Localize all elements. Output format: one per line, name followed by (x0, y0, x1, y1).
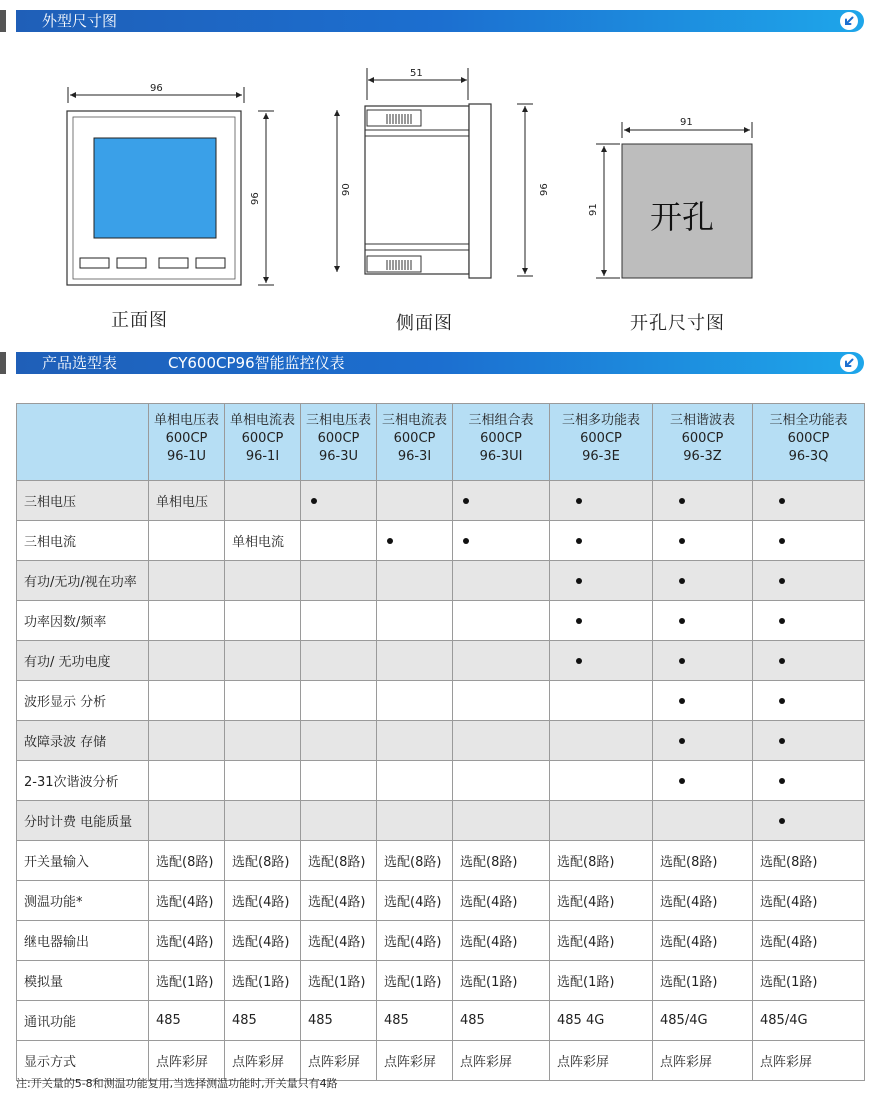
header-name: 三相电压表 (305, 413, 371, 428)
table-cell: 选配(4路) (301, 881, 377, 921)
table-cell (453, 561, 550, 601)
cutout-label: 开孔 (650, 198, 715, 236)
table-cell (453, 521, 550, 561)
table-cell: 选配(4路) (653, 921, 753, 961)
table-cell (653, 521, 753, 561)
table-cell: 485 (301, 1001, 377, 1041)
row-label: 三相电流 (17, 521, 149, 561)
bullet-dot-icon (679, 578, 685, 584)
table-cell (225, 561, 301, 601)
table-cell (301, 481, 377, 521)
bullet-dot-icon (679, 498, 685, 504)
section-subtitle: CY600CP96智能监控仪表 (168, 354, 345, 372)
bullet-dot-icon (679, 738, 685, 744)
arrow-down-left-icon[interactable] (840, 354, 858, 372)
table-cell: 485 (225, 1001, 301, 1041)
front-view-diagram (60, 75, 280, 290)
table-cell: 选配(8路) (225, 841, 301, 881)
table-cell: 点阵彩屏 (753, 1041, 865, 1081)
table-cell: 点阵彩屏 (377, 1041, 453, 1081)
bullet-dot-icon (576, 538, 582, 544)
table-cell: 选配(4路) (149, 881, 225, 921)
table-cell (753, 681, 865, 721)
cutout-caption: 开孔尺寸图 (630, 313, 725, 334)
bullet-dot-icon (311, 498, 317, 504)
header-model1: 600CP (480, 431, 522, 446)
table-cell: 485 (453, 1001, 550, 1041)
table-cell (301, 601, 377, 641)
header-model1: 600CP (165, 431, 208, 446)
bullet-dot-icon (779, 538, 785, 544)
table-cell: 选配(4路) (550, 881, 653, 921)
table-cell (550, 561, 653, 601)
table-row (17, 961, 865, 1001)
table-row (17, 561, 865, 601)
section-header-dimensions (16, 10, 864, 32)
table-cell (225, 601, 301, 641)
bullet-dot-icon (576, 618, 582, 624)
bullet-dot-icon (779, 658, 785, 664)
section-header-selection (16, 352, 864, 374)
table-cell: 选配(1路) (149, 961, 225, 1001)
table-header-cell (753, 404, 865, 481)
table-cell: 单相电流 (225, 521, 301, 561)
table-row (17, 1001, 865, 1041)
table-cell (149, 681, 225, 721)
table-row (17, 721, 865, 761)
table-cell (225, 801, 301, 841)
table-cell (753, 801, 865, 841)
table-cell: 选配(4路) (550, 921, 653, 961)
table-cell (653, 561, 753, 601)
table-cell: 选配(4路) (453, 881, 550, 921)
bullet-dot-icon (679, 618, 685, 624)
table-cell: 选配(4路) (453, 921, 550, 961)
table-cell (550, 521, 653, 561)
header-model2: 96-3I (397, 449, 432, 464)
row-label: 开关量输入 (17, 841, 149, 881)
bullet-dot-icon (779, 778, 785, 784)
table-cell (377, 721, 453, 761)
header-model2: 96-3Z (683, 449, 722, 464)
table-cell: 选配(4路) (753, 921, 865, 961)
table-cell (653, 681, 753, 721)
bullet-dot-icon (779, 498, 785, 504)
table-row (17, 761, 865, 801)
table-cell: 485 (149, 1001, 225, 1041)
table-cell (149, 601, 225, 641)
table-cell: 选配(4路) (753, 881, 865, 921)
side-inner-height-dim: 90 (341, 183, 352, 196)
table-cell (377, 801, 453, 841)
header-model1: 600CP (317, 431, 360, 446)
table-cell: 485 (377, 1001, 453, 1041)
table-cell: 选配(1路) (653, 961, 753, 1001)
table-cell: 选配(4路) (377, 921, 453, 961)
bullet-dot-icon (679, 538, 685, 544)
row-label: 通讯功能 (17, 1001, 149, 1041)
table-cell (301, 801, 377, 841)
table-cell: 点阵彩屏 (301, 1041, 377, 1081)
table-cell (301, 761, 377, 801)
row-label: 波形显示 分析 (17, 681, 149, 721)
table-cell: 选配(8路) (753, 841, 865, 881)
table-cell (653, 481, 753, 521)
header-name: 三相电流表 (381, 413, 447, 428)
table-cell: 选配(4路) (225, 881, 301, 921)
bullet-dot-icon (779, 578, 785, 584)
table-cell (225, 761, 301, 801)
header-model2: 96-3UI (479, 449, 523, 464)
table-cell (753, 641, 865, 681)
front-view-caption: 正面图 (111, 310, 168, 331)
table-cell (653, 801, 753, 841)
table-cell: 选配(4路) (653, 881, 753, 921)
cutout-diagram (580, 108, 770, 283)
table-cell (225, 481, 301, 521)
table-cell: 选配(8路) (377, 841, 453, 881)
table-cell (653, 601, 753, 641)
table-cell: 485/4G (753, 1001, 865, 1041)
row-label: 功率因数/频率 (17, 601, 149, 641)
row-label: 故障录波 存储 (17, 721, 149, 761)
table-cell (453, 481, 550, 521)
table-cell (301, 641, 377, 681)
header-model1: 600CP (681, 431, 724, 446)
table-cell (225, 721, 301, 761)
bullet-dot-icon (679, 658, 685, 664)
front-height-dim: 96 (250, 192, 261, 205)
table-header-cell (225, 404, 301, 481)
table-cell: 选配(8路) (453, 841, 550, 881)
table-cell (550, 601, 653, 641)
table-header-cell (550, 404, 653, 481)
arrow-down-left-icon[interactable] (840, 12, 858, 30)
table-cell (550, 641, 653, 681)
table-cell (301, 561, 377, 601)
table-cell: 选配(1路) (753, 961, 865, 1001)
bullet-dot-icon (779, 738, 785, 744)
header-name: 三相全功能表 (769, 413, 848, 428)
header-name: 单相电压表 (153, 413, 219, 428)
bullet-dot-icon (779, 618, 785, 624)
table-cell (753, 561, 865, 601)
table-body (17, 481, 865, 1081)
footnote: 注:开关量的5-8和测温功能复用,当选择测温功能时,开关量只有4路 (16, 1077, 338, 1090)
section-marker (0, 352, 6, 374)
table-cell (225, 681, 301, 721)
table-cell (753, 721, 865, 761)
header-model2: 96-3U (318, 449, 359, 464)
bullet-dot-icon (779, 818, 785, 824)
row-label: 分时计费 电能质量 (17, 801, 149, 841)
table-cell: 选配(1路) (225, 961, 301, 1001)
bullet-dot-icon (679, 698, 685, 704)
row-label: 显示方式 (17, 1041, 149, 1081)
table-header-cell (301, 404, 377, 481)
table-header-corner (17, 404, 149, 481)
table-cell (149, 801, 225, 841)
table-cell (377, 761, 453, 801)
bullet-dot-icon (779, 698, 785, 704)
bullet-dot-icon (576, 658, 582, 664)
table-cell (377, 481, 453, 521)
table-cell: 选配(8路) (653, 841, 753, 881)
table-cell (550, 481, 653, 521)
table-cell (149, 721, 225, 761)
table-cell: 选配(4路) (301, 921, 377, 961)
table-row (17, 881, 865, 921)
table-row (17, 521, 865, 561)
header-name: 三相组合表 (468, 413, 534, 428)
table-row (17, 681, 865, 721)
table-cell: 485/4G (653, 1001, 753, 1041)
row-label: 有功/ 无功电度 (17, 641, 149, 681)
table-cell: 485 4G (550, 1001, 653, 1041)
table-cell: 点阵彩屏 (453, 1041, 550, 1081)
table-cell (453, 641, 550, 681)
row-label: 2-31次谐波分析 (17, 761, 149, 801)
header-model1: 600CP (393, 431, 436, 446)
table-cell (149, 641, 225, 681)
table-cell (653, 761, 753, 801)
table-cell (753, 521, 865, 561)
table-cell (453, 601, 550, 641)
table-cell (377, 681, 453, 721)
row-label: 测温功能* (17, 881, 149, 921)
table-cell: 选配(4路) (225, 921, 301, 961)
header-name: 三相多功能表 (561, 413, 640, 428)
row-label: 三相电压 (17, 481, 149, 521)
table-cell (301, 681, 377, 721)
table-cell (653, 641, 753, 681)
row-label: 模拟量 (17, 961, 149, 1001)
table-cell (453, 721, 550, 761)
table-cell (149, 761, 225, 801)
selection-table (16, 403, 865, 1081)
table-header-cell (377, 404, 453, 481)
header-model1: 600CP (580, 431, 622, 446)
table-cell: 点阵彩屏 (653, 1041, 753, 1081)
table-cell (377, 561, 453, 601)
table-row (17, 921, 865, 961)
table-cell (225, 641, 301, 681)
table-cell (377, 641, 453, 681)
table-cell: 选配(1路) (377, 961, 453, 1001)
header-model2: 96-1I (245, 449, 280, 464)
table-row (17, 601, 865, 641)
table-cell: 选配(1路) (301, 961, 377, 1001)
table-cell (753, 761, 865, 801)
header-model1: 600CP (241, 431, 284, 446)
table-cell (149, 561, 225, 601)
side-view-caption: 侧面图 (396, 313, 453, 334)
table-cell: 点阵彩屏 (149, 1041, 225, 1081)
table-header-cell (149, 404, 225, 481)
section-title: 外型尺寸图 (42, 12, 118, 30)
header-model1: 600CP (787, 431, 830, 446)
table-header-cell (453, 404, 550, 481)
section-marker (0, 10, 6, 32)
table-cell (550, 721, 653, 761)
table-cell: 单相电压 (149, 481, 225, 521)
table-row (17, 841, 865, 881)
bullet-dot-icon (679, 778, 685, 784)
row-label: 继电器输出 (17, 921, 149, 961)
table-cell (377, 601, 453, 641)
table-cell: 点阵彩屏 (225, 1041, 301, 1081)
table-cell (149, 521, 225, 561)
table-header-cell (653, 404, 753, 481)
table-cell: 选配(1路) (453, 961, 550, 1001)
cutout-width-dim: 91 (680, 117, 693, 128)
table-cell (453, 681, 550, 721)
table-cell (550, 761, 653, 801)
table-cell (301, 721, 377, 761)
table-cell (550, 801, 653, 841)
table-cell (453, 761, 550, 801)
table-cell (453, 801, 550, 841)
table-cell (653, 721, 753, 761)
side-outer-height-dim: 96 (539, 183, 550, 196)
cutout-height-dim: 91 (588, 203, 599, 216)
table-cell: 选配(4路) (149, 921, 225, 961)
table-cell: 选配(4路) (377, 881, 453, 921)
bullet-dot-icon (463, 538, 469, 544)
table-cell: 选配(8路) (149, 841, 225, 881)
header-name: 单相电流表 (229, 413, 295, 428)
header-model2: 96-1U (166, 449, 207, 464)
table-cell (377, 521, 453, 561)
table-row (17, 801, 865, 841)
table-cell (753, 601, 865, 641)
table-cell (550, 681, 653, 721)
bullet-dot-icon (387, 538, 393, 544)
table-cell: 选配(8路) (301, 841, 377, 881)
bullet-dot-icon (463, 498, 469, 504)
header-model2: 96-3Q (788, 449, 829, 464)
bullet-dot-icon (576, 578, 582, 584)
table-header-row (17, 404, 865, 481)
row-label: 有功/无功/视在功率 (17, 561, 149, 601)
side-depth-dim: 51 (410, 68, 423, 79)
table-cell (753, 481, 865, 521)
header-name: 三相谐波表 (669, 413, 735, 428)
table-cell: 选配(8路) (550, 841, 653, 881)
header-model2: 96-3E (582, 449, 620, 464)
table-row (17, 481, 865, 521)
table-cell (301, 521, 377, 561)
front-width-dim: 96 (150, 83, 163, 94)
side-view-diagram (325, 60, 555, 285)
table-cell: 选配(1路) (550, 961, 653, 1001)
table-row (17, 641, 865, 681)
section-title: 产品选型表 (42, 354, 118, 372)
bullet-dot-icon (576, 498, 582, 504)
table-cell: 点阵彩屏 (550, 1041, 653, 1081)
